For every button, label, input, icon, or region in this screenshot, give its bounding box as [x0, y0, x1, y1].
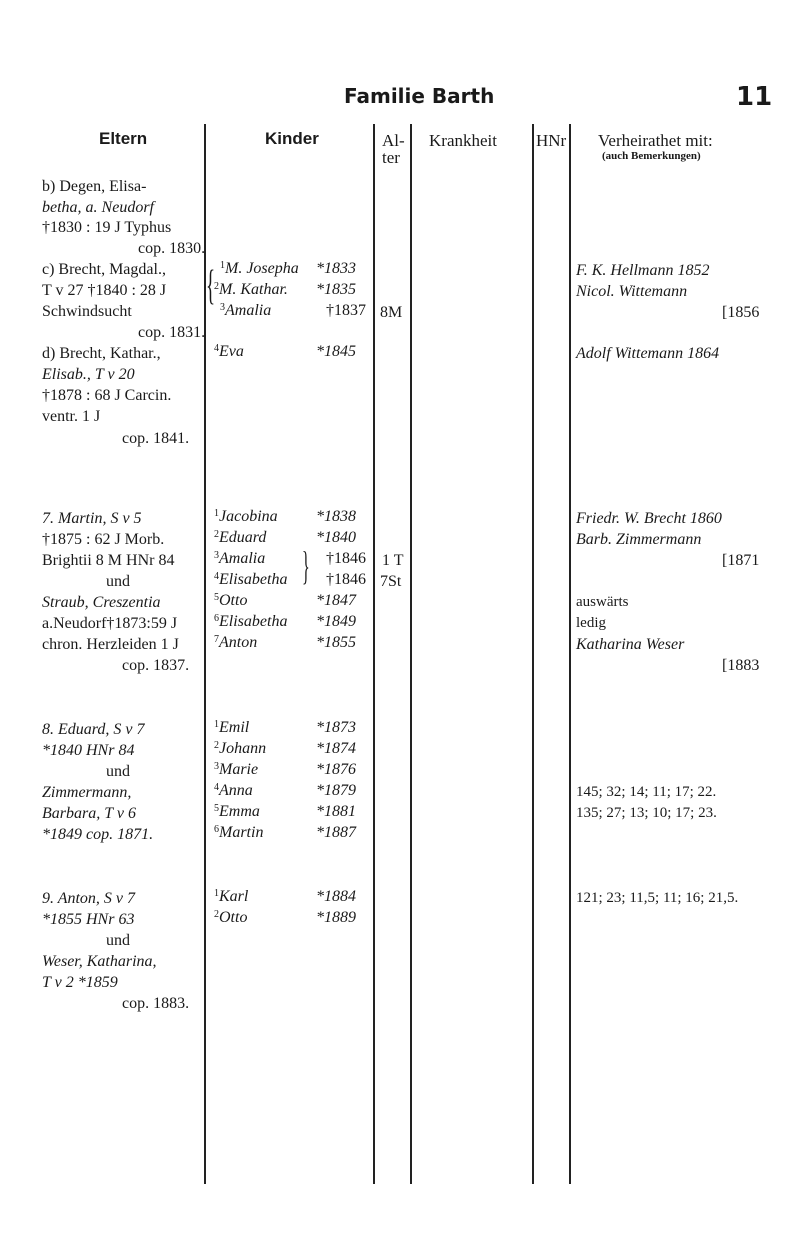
child-g1-4-year: *1845 [316, 343, 356, 360]
marriage-2-line-2: Barb. Zimmermann [576, 531, 702, 548]
child-g1-3: $^3$Amalia [220, 302, 272, 319]
column-header-hnr: HNr [536, 131, 567, 150]
column-header-bemerkungen: (auch Bemerkungen) [602, 150, 701, 162]
parent-d-line-2: Elisab., T v 20 [42, 366, 135, 383]
parent-8-line-1: 8. Eduard, S v 7 [42, 721, 145, 738]
parent-b-line-3: †1830 : 19 J Typhus [42, 219, 172, 236]
child-g8-5: $^5$Emma [214, 803, 260, 820]
age-amalia-1846: 1 T [382, 552, 404, 569]
child-g7-4: $^4$Elisabetha [214, 571, 288, 588]
parent-8-line-4: Zimmermann, [42, 784, 132, 801]
child-g7-6: $^6$Elisabetha [214, 613, 288, 630]
child-g8-4: $^4$Anna [214, 782, 253, 799]
column-rule-hnr-verheirathet [569, 124, 571, 1184]
marriage-2-line-3: [1871 [722, 552, 760, 569]
parent-9-line-3: und [106, 932, 130, 949]
parent-8-line-3: und [106, 763, 130, 780]
child-g8-6: $^6$Martin [214, 824, 264, 841]
marriage-3-line-1: 145; 32; 14; 11; 17; 22. [576, 784, 717, 800]
child-g8-3-year: *1876 [316, 761, 356, 778]
child-g1-2-year: *1835 [316, 281, 356, 298]
age-amalia-1837: 8M [380, 304, 403, 321]
marriage-2-line-5: ledig [576, 615, 606, 631]
column-header-alter-2: ter [382, 148, 400, 167]
child-g8-2-year: *1874 [316, 740, 356, 757]
child-g8-1-year: *1873 [316, 719, 356, 736]
parent-9-line-4: Weser, Katharina, [42, 953, 157, 970]
child-g7-5-year: *1847 [316, 592, 356, 609]
parent-7-line-8: cop. 1837. [122, 657, 190, 674]
column-header-eltern: Eltern [99, 129, 148, 148]
child-g9-2-year: *1889 [316, 909, 356, 926]
child-g7-1-year: *1838 [316, 508, 356, 525]
child-g7-2: $^2$Eduard [214, 529, 267, 546]
parent-d-line-4: ventr. 1 J [42, 408, 101, 425]
marriage-4-line-1: 121; 23; 11,5; 11; 16; 21,5. [576, 890, 739, 906]
parent-b-line-1: b) Degen, Elisa- [42, 178, 147, 195]
column-rule-kinder-alter [373, 124, 375, 1184]
marriage-1-line-2: Nicol. Wittemann [576, 283, 688, 300]
column-header-krankheit: Krankheit [429, 131, 497, 150]
parent-c-line-1: c) Brecht, Magdal., [42, 261, 166, 278]
column-header-kinder: Kinder [265, 129, 319, 148]
child-g1-1: $^1$M. Josepha [220, 260, 299, 277]
parent-8-line-2: *1840 HNr 84 [42, 742, 135, 759]
parent-9-line-5: T v 2 *1859 [42, 974, 118, 991]
parent-9-line-6: cop. 1883. [122, 995, 190, 1012]
parent-7-line-2: †1875 : 62 J Morb. [42, 531, 165, 548]
column-rule-krankheit-hnr [532, 124, 534, 1184]
child-g8-4-year: *1879 [316, 782, 356, 799]
parent-9-line-1: 9. Anton, S v 7 [42, 890, 136, 907]
child-g8-1: $^1$Emil [214, 719, 250, 736]
parent-d-line-1: d) Brecht, Kathar., [42, 345, 161, 362]
parent-9-line-2: *1855 HNr 63 [42, 911, 135, 928]
column-header-verheirathet: Verheirathet mit: [598, 131, 713, 150]
parent-c-line-3: Schwindsucht [42, 303, 132, 320]
child-g7-2-year: *1840 [316, 529, 356, 546]
marriage-2-line-1: Friedr. W. Brecht 1860 [576, 510, 722, 527]
child-g7-3: $^3$Amalia [214, 550, 266, 567]
parent-7-line-6: a.Neudorf†1873:59 J [42, 615, 178, 632]
marriage-1-line-4: Adolf Wittemann 1864 [576, 345, 720, 362]
parent-8-line-6: *1849 cop. 1871. [42, 826, 154, 843]
child-g8-6-year: *1887 [316, 824, 356, 841]
child-g8-3: $^3$Marie [214, 761, 259, 778]
child-g1-2: $^2$M. Kathar. [214, 281, 288, 298]
child-g7-7-year: *1855 [316, 634, 356, 651]
child-g7-6-year: *1849 [316, 613, 356, 630]
parent-7-line-5: Straub, Creszentia [42, 594, 161, 611]
parent-d-line-3: †1878 : 68 J Carcin. [42, 387, 172, 404]
page-header-title: Familie Barth [344, 84, 495, 108]
page-number: 11 [736, 82, 773, 112]
column-header-alter-1: Al- [382, 131, 405, 150]
marriage-1-line-3: [1856 [722, 304, 760, 321]
parent-7-line-1: 7. Martin, S v 5 [42, 510, 142, 527]
child-g7-4-year: †1846 [326, 571, 366, 588]
child-g8-2: $^2$Johann [214, 740, 267, 757]
child-g7-3-year: †1846 [326, 550, 366, 567]
parent-c-line-4: cop. 1831. [138, 324, 206, 341]
child-g7-5: $^5$Otto [214, 592, 248, 609]
child-g9-2: $^2$Otto [214, 909, 248, 926]
marriage-1-line-1: F. K. Hellmann 1852 [576, 262, 710, 279]
parent-b-line-4: cop. 1830. [138, 240, 206, 257]
child-g9-1: $^1$Karl [214, 888, 249, 905]
marriage-2-line-7: [1883 [722, 657, 760, 674]
child-g7-7: $^7$Anton [214, 634, 258, 651]
child-g1-1-year: *1833 [316, 260, 356, 277]
child-g7-1: $^1$Jacobina [214, 508, 278, 525]
child-g8-5-year: *1881 [316, 803, 356, 820]
parent-8-line-5: Barbara, T v 6 [42, 805, 136, 822]
parent-7-line-3: Brightii 8 M HNr 84 [42, 552, 175, 569]
marriage-2-line-4: auswärts [576, 594, 629, 610]
child-g1-3-year: †1837 [326, 302, 366, 319]
age-elisabetha-1846: 7St [380, 573, 402, 590]
parent-b-line-2: betha, a. Neudorf [42, 199, 154, 216]
marriage-3-line-2: 135; 27; 13; 10; 17; 23. [576, 805, 717, 821]
children-brace-group-7: } [302, 543, 310, 588]
child-g9-1-year: *1884 [316, 888, 356, 905]
marriage-2-line-6: Katharina Weser [576, 636, 685, 653]
parent-d-line-5: cop. 1841. [122, 430, 190, 447]
parent-7-line-7: chron. Herzleiden 1 J [42, 636, 179, 653]
column-rule-alter-krankheit [410, 124, 412, 1184]
children-brace-group-1: { [206, 263, 216, 309]
parent-7-line-4: und [106, 573, 130, 590]
child-g1-4: $^4$Eva [214, 343, 244, 360]
parent-c-line-2: T v 27 †1840 : 28 J [42, 282, 167, 299]
